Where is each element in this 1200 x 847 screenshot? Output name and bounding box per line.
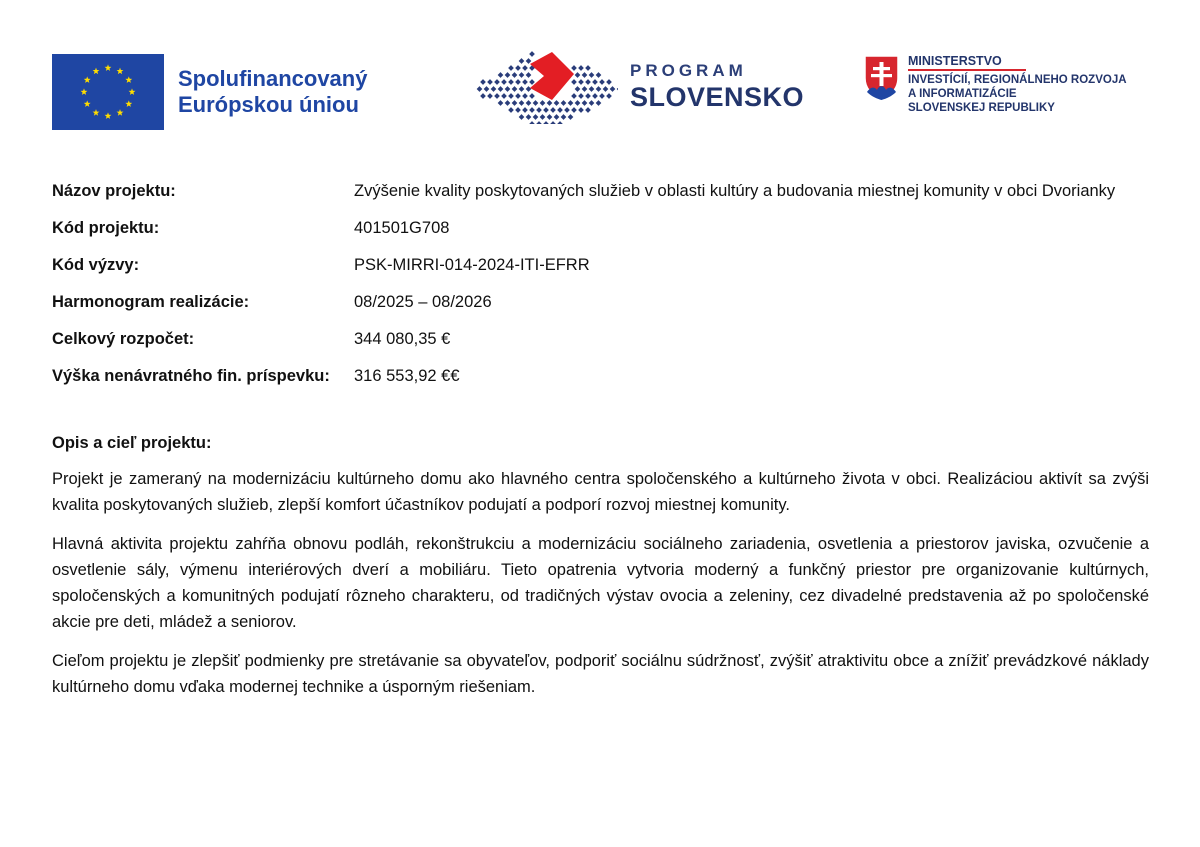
program-dot (480, 93, 486, 99)
program-dot (515, 79, 521, 85)
program-dot (557, 107, 563, 113)
program-dot (589, 72, 595, 78)
program-dot (540, 114, 546, 120)
program-dot (508, 65, 514, 71)
program-dot (571, 93, 577, 99)
program-dot (571, 65, 577, 71)
program-slovensko-top: PROGRAM (630, 61, 747, 80)
call-code-value: PSK-MIRRI-014-2024-ITI-EFRR (354, 256, 590, 274)
budget-row (52, 326, 1150, 353)
eu-logo (52, 54, 367, 130)
project-info-table (52, 178, 1150, 400)
program-dot (561, 100, 567, 106)
program-dot (508, 107, 514, 113)
program-dot (522, 107, 528, 113)
description-title: Opis a cieľ projektu: (52, 434, 212, 452)
program-dot (522, 79, 528, 85)
program-dot (515, 107, 521, 113)
program-dot (550, 107, 556, 113)
program-dot (596, 86, 602, 92)
program-slovensko-bottom: SLOVENSKO (630, 82, 805, 112)
program-dot (582, 100, 588, 106)
grant-label: Výška nenávratného fin. príspevku: (52, 367, 330, 385)
program-dot (508, 79, 514, 85)
grant-row (52, 363, 1150, 390)
ministry-title: MINISTERSTVO (908, 54, 1026, 71)
program-dot (519, 72, 525, 78)
description-paragraph-1: Projekt je zameraný na modernizáciu kultúrneho domu ako hlavného centra spoločenského a kultúrneho života v obci. Realizáciou aktivít sa zvýši kvalita poskytovaných služieb, zlepší komfort účastníkov podujatí a podporí rozvoj miestnej komunity. (52, 470, 1149, 514)
program-dot (550, 121, 556, 124)
schedule-row (52, 289, 1150, 316)
program-dot (487, 79, 493, 85)
program-dot (498, 86, 504, 92)
program-dot (575, 100, 581, 106)
program-dot (529, 93, 535, 99)
program-dot (501, 93, 507, 99)
program-dot (554, 114, 560, 120)
ministry-logo-text (908, 54, 1127, 115)
program-dot (498, 72, 504, 78)
program-dot (596, 100, 602, 106)
schedule-label: Harmonogram realizácie: (52, 293, 250, 311)
program-dot (564, 107, 570, 113)
program-dot (491, 86, 497, 92)
program-dot (498, 100, 504, 106)
ministry-line-1: INVESTÍCIÍ, REGIONÁLNEHO ROZVOJA (908, 74, 1127, 86)
program-dot (589, 86, 595, 92)
program-dot (592, 79, 598, 85)
program-slovensko-text (630, 61, 804, 113)
program-dot (582, 72, 588, 78)
program-dot (529, 121, 535, 124)
program-dot (487, 93, 493, 99)
eu-logo-text (178, 66, 367, 118)
ministry-line-3: SLOVENSKEJ REPUBLIKY (908, 102, 1055, 114)
program-dot (536, 107, 542, 113)
program-dot (505, 86, 511, 92)
program-dot (585, 79, 591, 85)
program-dot (512, 72, 518, 78)
project-name-value: Zvýšenie kvality poskytovaných služieb v oblasti kultúry a budovania miestnej komunity v obci Dvorianky (354, 182, 1116, 200)
ministry-logo (863, 54, 1127, 115)
program-dot (519, 58, 525, 64)
slovak-coat-of-arms-icon (863, 54, 900, 101)
program-dot (582, 86, 588, 92)
program-dot (589, 100, 595, 106)
program-dot (494, 93, 500, 99)
program-dot (554, 100, 560, 106)
program-dot (603, 86, 609, 92)
program-dot (571, 107, 577, 113)
ministry-line-2: A INFORMATIZÁCIE (908, 88, 1017, 100)
program-dot (543, 121, 549, 124)
eu-logo-line1: Spolufinancovaný (178, 66, 368, 91)
project-code-label: Kód projektu: (52, 219, 160, 237)
program-dot (494, 79, 500, 85)
logo-header (0, 0, 1200, 150)
grant-value: 316 553,92 €€ (354, 367, 460, 385)
description-paragraph-3: Cieľom projektu je zlepšiť podmienky pre stretávanie sa obyvateľov, podporiť sociálnu súdržnosť, zvýšiť atraktivitu obce a znížiť prevádzkové náklady kultúrneho domu vďaka modernej technike a úsporným riešeniam. (52, 652, 1149, 696)
program-dot (519, 86, 525, 92)
program-dot (578, 65, 584, 71)
program-dot (596, 72, 602, 78)
program-slovensko-logo (472, 50, 804, 124)
program-dot (561, 114, 567, 120)
project-code-value: 401501G708 (354, 219, 450, 237)
program-dot (526, 114, 532, 120)
program-dot (617, 86, 618, 92)
program-dot (578, 79, 584, 85)
program-dot (540, 100, 546, 106)
program-dot (585, 93, 591, 99)
program-dot (515, 65, 521, 71)
program-dot (526, 86, 532, 92)
program-dot (484, 86, 490, 92)
program-dot (557, 121, 563, 124)
program-dot (512, 100, 518, 106)
program-dot (526, 100, 532, 106)
eu-flag-icon (52, 54, 164, 130)
program-dot (585, 65, 591, 71)
program-dot (505, 100, 511, 106)
program-dot (519, 114, 525, 120)
budget-value: 344 080,35 € (354, 330, 451, 348)
program-dot (480, 79, 486, 85)
program-dot (515, 93, 521, 99)
program-dot (477, 86, 483, 92)
program-dot (610, 86, 616, 92)
program-dot (547, 114, 553, 120)
program-dot (568, 114, 574, 120)
program-slovensko-mark-icon (472, 50, 618, 124)
call-code-row (52, 252, 1150, 279)
program-dot (533, 100, 539, 106)
project-code-row (52, 215, 1150, 242)
program-dot (501, 79, 507, 85)
program-dot (575, 72, 581, 78)
program-dot (512, 86, 518, 92)
call-code-label: Kód výzvy: (52, 256, 140, 274)
program-dot (606, 79, 612, 85)
project-name-row (52, 178, 1150, 205)
program-dot (508, 93, 514, 99)
budget-label: Celkový rozpočet: (52, 330, 195, 348)
program-dot (526, 72, 532, 78)
program-dot (578, 93, 584, 99)
description-paragraph-2: Hlavná aktivita projektu zahŕňa obnovu podláh, rekonštrukciu a modernizáciu sociálneho zariadenia, osvetlenia a priestorov javiska, ozvučenie a osvetlenie sály, výmenu interiérových dverí a mobiliáru. Tieto opatrenia vytvoria moderný a funkčný priestor pre organizovanie kultúrnych, spoločenských a komunitných podujatí rôzneho charakteru, od tradičných výstav ovocia a zeleniny, cez divadelné predstavenia až po spoločenské akcie pre deti, mládež a seniorov. (52, 535, 1149, 631)
project-name-label: Názov projektu: (52, 182, 176, 200)
program-dot (529, 79, 535, 85)
program-dot (606, 93, 612, 99)
program-dot (519, 100, 525, 106)
program-dot (529, 107, 535, 113)
program-dot (526, 58, 532, 64)
program-dot (522, 65, 528, 71)
program-dot (568, 100, 574, 106)
program-dot (529, 51, 535, 57)
program-dot (522, 93, 528, 99)
program-dot (571, 79, 577, 85)
program-dot (585, 107, 591, 113)
program-dot (599, 79, 605, 85)
program-dot (543, 107, 549, 113)
program-dot (547, 100, 553, 106)
program-dot (578, 107, 584, 113)
program-dot (533, 114, 539, 120)
schedule-value: 08/2025 – 08/2026 (354, 293, 492, 311)
program-dot (505, 72, 511, 78)
program-dot (575, 86, 581, 92)
program-dot (599, 93, 605, 99)
eu-logo-line2: Európskou úniou (178, 92, 359, 117)
program-dot (536, 121, 542, 124)
program-dot (592, 93, 598, 99)
